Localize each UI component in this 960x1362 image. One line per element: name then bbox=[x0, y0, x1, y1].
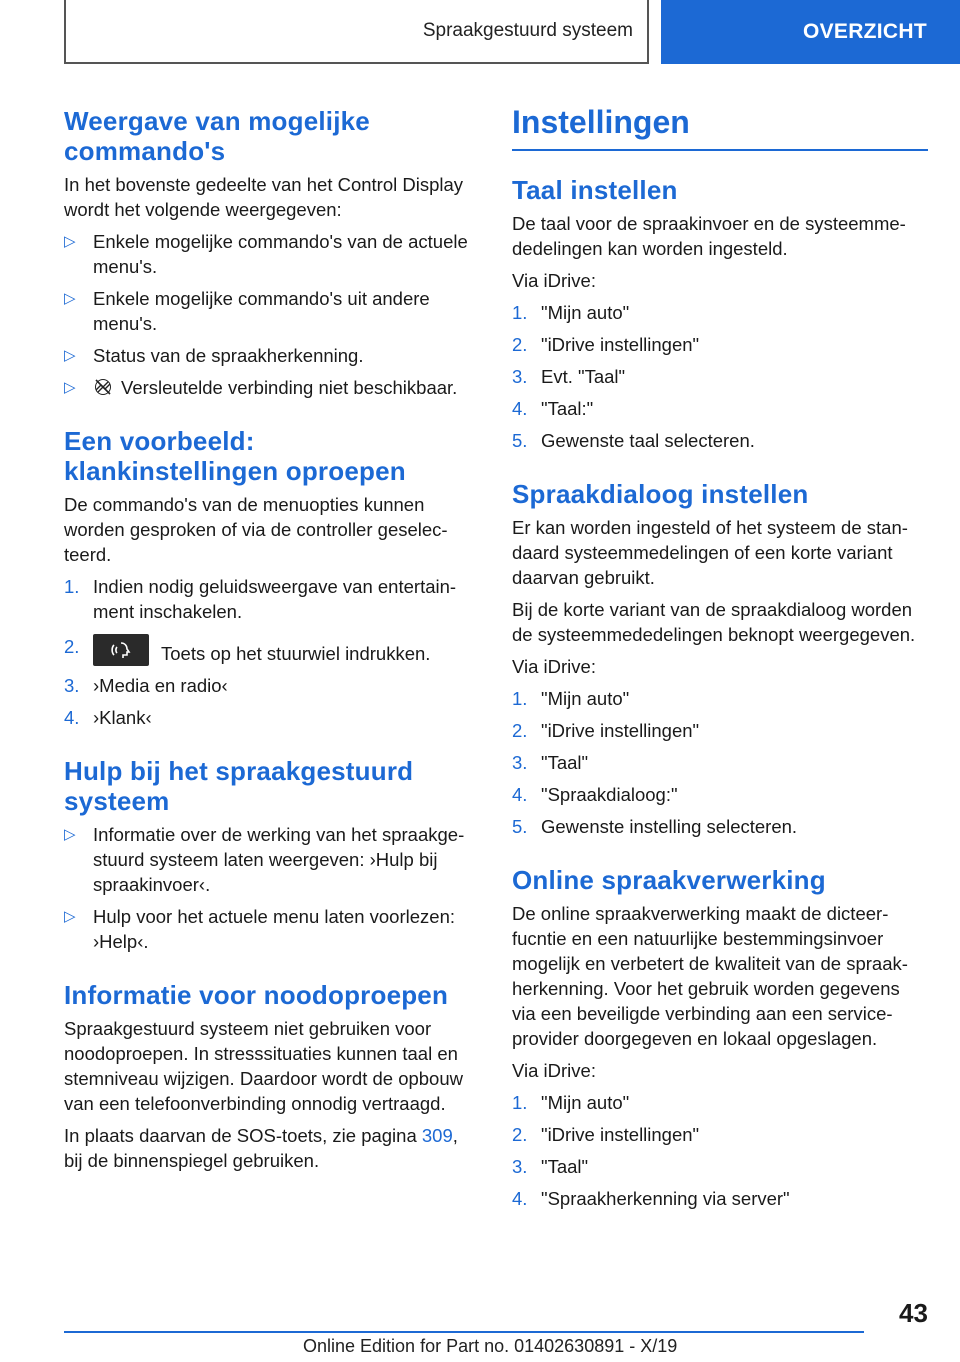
paragraph: In het bovenste gedeelte van het Control Display wordt het volgende weergegeven: bbox=[64, 174, 464, 220]
bullet-list bbox=[64, 229, 476, 400]
paragraph: Via iDrive: bbox=[512, 656, 596, 677]
tab-overzicht[interactable]: OVERZICHT bbox=[661, 0, 960, 64]
footer-divider bbox=[64, 1331, 864, 1333]
list-item: 5. Gewenste taal selecteren. bbox=[512, 430, 755, 451]
list-item: 1. "Mijn auto" bbox=[512, 1092, 630, 1113]
paragraph: Bij de korte variant van de spraakdialoog worden de systeemmededelingen beknopt weergegeven. bbox=[512, 599, 916, 645]
list-item: 3. Evt. "Taal" bbox=[512, 366, 626, 387]
list-item: ▷ Enkele mogelijke commando's uit andere menu's. bbox=[64, 288, 430, 334]
heading-online-spraakverwerking: Online spraakverwerking bbox=[512, 865, 826, 895]
triangle-bullet-icon: ▷ bbox=[64, 290, 76, 307]
triangle-bullet-icon: ▷ bbox=[64, 347, 76, 364]
list-item: 1. Indien nodig geluidsweergave van entertainment inschakelen. bbox=[64, 576, 457, 622]
list-item: ▷ Informatie over de werking van het spraakgestuurd systeem laten weergeven: ›Hulp bij spraakinvoer‹. bbox=[64, 824, 465, 895]
list-item: 4. "Spraakdialoog:" bbox=[512, 784, 678, 805]
list-item: 1. "Mijn auto" bbox=[512, 688, 630, 709]
heading-voorbeeld: Een voorbeeld: klankinstellingen oproepen bbox=[64, 426, 406, 486]
list-item: 2. "iDrive instellingen" bbox=[512, 334, 700, 355]
triangle-bullet-icon: ▷ bbox=[64, 908, 76, 925]
list-item: 3. "Taal" bbox=[512, 1156, 589, 1177]
page-link[interactable]: 309 bbox=[421, 1125, 453, 1146]
heading-taal-instellen: Taal instellen bbox=[512, 175, 678, 205]
bullet-list bbox=[64, 822, 476, 954]
page-number: 43 bbox=[899, 1298, 928, 1328]
page-title: Instellingen bbox=[512, 104, 928, 151]
paragraph: Via iDrive: bbox=[512, 1060, 596, 1081]
heading-spraakdialoog: Spraakdialoog instellen bbox=[512, 479, 809, 509]
triangle-bullet-icon: ▷ bbox=[64, 233, 76, 250]
list-item: ▷ Enkele mogelijke commando's van de actuele menu's. bbox=[64, 231, 468, 277]
paragraph: In plaats daarvan de SOS-toets, zie pagina 309, bij de binnenspiegel gebruiken. bbox=[64, 1125, 458, 1171]
paragraph: De taal voor de spraakinvoer en de systeemmededelingen kan worden ingesteld. bbox=[512, 213, 906, 259]
left-column bbox=[64, 96, 476, 1180]
right-column bbox=[512, 96, 928, 1218]
list-item: 2. "iDrive instellingen" bbox=[512, 720, 700, 741]
list-item: 4. "Taal:" bbox=[512, 398, 594, 419]
paragraph: De commando's van de menuopties kunnen worden gesproken of via de controller geselecteerd. bbox=[64, 494, 448, 565]
heading-hulp: Hulp bij het spraakgestuurd systeem bbox=[64, 756, 414, 816]
heading-mogelijke-commandos: Weergave van mogelijke commando's bbox=[64, 106, 370, 166]
numbered-list bbox=[512, 300, 928, 453]
numbered-list bbox=[512, 1090, 928, 1211]
encryption-unavailable-icon bbox=[93, 377, 113, 397]
list-item: 4. ›Klank‹ bbox=[64, 707, 152, 728]
list-item: ▷ Hulp voor het actuele menu laten voorlezen: ›Help‹. bbox=[64, 906, 455, 952]
list-item: 2. Toets op het stuurwiel indrukken. bbox=[64, 636, 431, 664]
list-item: 4. "Spraakherkenning via server" bbox=[512, 1188, 790, 1209]
list-item: 2. "iDrive instellingen" bbox=[512, 1124, 700, 1145]
paragraph: Spraakgestuurd systeem niet gebruiken voor noodoproepen. In stresssituaties kunnen taal en stemniveau wijzigen. Daardoor wordt de opbouw van een telefoonverbinding onnodig vertraagd. bbox=[64, 1018, 463, 1114]
heading-noodoproepen: Informatie voor noodoproepen bbox=[64, 980, 449, 1010]
numbered-list bbox=[64, 574, 476, 730]
list-item: 3. "Taal" bbox=[512, 752, 589, 773]
list-item: 3. ›Media en radio‹ bbox=[64, 675, 228, 696]
list-item: 1. "Mijn auto" bbox=[512, 302, 630, 323]
footer-edition: Online Edition for Part no. 01402630891 - X/19 bbox=[303, 1336, 678, 1356]
paragraph: De online spraakverwerking maakt de dicteerfucntie en een natuurlijke bestemmingsinvoer mogelijk en verbetert de kwaliteit van de spraakherkenning. Voor het gebruik worden gegevens via een beveiligde verbinding aan een serviceprovider doorgegeven en lokaal opgeslagen. bbox=[512, 903, 908, 1049]
list-item: ▷ Status van de spraakherkenning. bbox=[64, 345, 364, 366]
paragraph: Er kan worden ingesteld of het systeem de standaard systeemmedelingen of een korte variant daarvan gebruikt. bbox=[512, 517, 908, 588]
triangle-bullet-icon: ▷ bbox=[64, 826, 76, 843]
list-item: ▷ Versleutelde verbinding niet beschikbaar. bbox=[64, 377, 458, 398]
paragraph: Via iDrive: bbox=[512, 270, 596, 291]
list-item: 5. Gewenste instelling selecteren. bbox=[512, 816, 798, 837]
numbered-list bbox=[512, 686, 928, 839]
voice-command-button-icon bbox=[93, 634, 149, 666]
header-section-title: Spraakgestuurd systeem bbox=[64, 0, 649, 64]
triangle-bullet-icon: ▷ bbox=[64, 379, 76, 396]
